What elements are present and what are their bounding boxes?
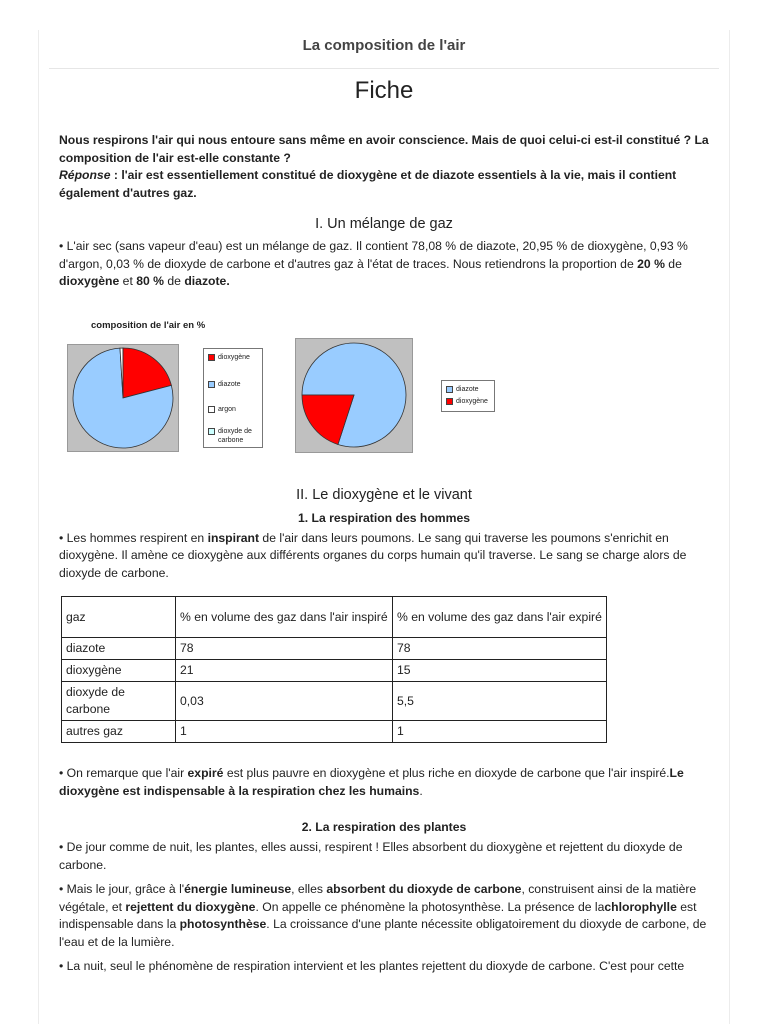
document-content	[59, 74, 709, 983]
s2p4-a: • Mais le jour, grâce à l'	[59, 882, 185, 896]
s2p2-e: .	[419, 783, 423, 798]
section2-paragraph4	[59, 881, 709, 951]
table-cell: dioxygène	[62, 660, 176, 682]
s1-text4: de	[164, 274, 185, 288]
s2p4-e: , construisent ainsi de la matière végétale, et	[59, 882, 697, 914]
s1-text: • L'air sec (sans vapeur d'eau) est un mélange de gaz. Il contient 78,08 % de diazote, 20,95 % de dioxygène, 0,93 % d'argon, 0,03 % de dioxyde de carbone et d'autres gaz à l'état de traces. Nous retiendrons la proportion de	[59, 239, 688, 271]
s2p4-bold-energie: énergie lumineuse	[184, 882, 292, 896]
legend1-swatch-3	[208, 428, 215, 435]
table-cell: 1	[393, 721, 607, 743]
reponse-text: : l'air est essentiellement constitué de dioxygène et de diazote essentiels à la vie, mais il contient également d'autres gaz.	[59, 168, 677, 200]
table-cell: 5,5	[393, 682, 607, 721]
legend1-label-1: diazote	[218, 380, 241, 388]
s1-bold-dioxygene: dioxygène	[59, 274, 120, 288]
chart-title: composition de l'air en %	[91, 319, 206, 331]
legend2-swatch-0	[446, 386, 453, 393]
section2-paragraph5: • La nuit, seul le phénomène de respiration intervient et les plantes rejettent du dioxyde de carbone. C'est pour cette	[59, 959, 685, 973]
subsection2-title: 2. La respiration des plantes	[301, 820, 467, 834]
table-cell: 15	[393, 660, 607, 682]
s2p2-bold-conclusion: Le dioxygène est indispensable à la respiration chez les humains	[59, 766, 684, 798]
table-cell: autres gaz	[62, 721, 176, 743]
pie2-legend	[441, 380, 495, 412]
section2-paragraph1	[59, 530, 709, 583]
legend1-item-dioxygene	[208, 353, 250, 362]
s2p1-c: de l'air dans leurs poumons. Le sang qui traverse les poumons s'enrichit en dioxygène. Il amène ce dioxygène aux différents organes du corps humain qu'il traverse. Le sang se charge alors de dioxyde de carbone.	[59, 530, 687, 580]
legend2-item-diazote	[446, 385, 479, 394]
legend1-item-diazote	[208, 380, 241, 389]
s2p2-bold-expire: expiré	[187, 766, 224, 780]
s2p4-i: est indispensable dans la	[59, 899, 697, 931]
section1-paragraph	[59, 238, 709, 291]
gas-table	[61, 596, 607, 743]
table-cell: 1	[176, 721, 393, 743]
table-header-cell: % en volume des gaz dans l'air inspiré	[176, 597, 393, 638]
pie1-legend	[203, 348, 263, 448]
table-cell: 21	[176, 660, 393, 682]
section2-paragraph3: • De jour comme de nuit, les plantes, elles aussi, respirent ! Elles absorbent du dioxygène et rejettent du dioxyde de carbone.	[59, 840, 683, 872]
s2p4-bold-rejettent: rejettent du dioxygène	[125, 899, 256, 914]
legend1-item-co2	[208, 427, 258, 445]
s1-bold-20: 20 %	[637, 256, 665, 271]
table-header-row	[62, 597, 607, 638]
s1-text2: de	[664, 256, 682, 271]
s2p4-g: . On appelle ce phénomène la photosynthèse. La présence de la	[255, 899, 605, 914]
pie1-box	[67, 344, 179, 452]
table-cell: 78	[393, 638, 607, 660]
table-header-cell: % en volume des gaz dans l'air expiré	[393, 597, 607, 638]
legend1-swatch-0	[208, 354, 215, 361]
fiche-title: Fiche	[354, 77, 414, 104]
section1-title: I. Un mélange de gaz	[315, 216, 453, 232]
table-header-cell: gaz	[62, 597, 176, 638]
s2p4-c: , elles	[291, 882, 327, 896]
legend1-label-3: dioxyde de carbone	[218, 427, 252, 444]
table-cell: dioxyde de carbone	[62, 682, 176, 721]
legend2-label-1: dioxygène	[456, 397, 488, 405]
s2p4-bold-photosynthese: photosynthèse	[179, 917, 267, 931]
s2p2-a: • On remarque que l'air	[59, 766, 188, 780]
legend2-swatch-1	[446, 398, 453, 405]
s2p4-bold-chlorophylle: chlorophylle	[604, 899, 677, 914]
section2-title: II. Le dioxygène et le vivant	[296, 486, 472, 503]
s2p4-bold-absorbent: absorbent du dioxyde de carbone	[326, 882, 522, 896]
document-page	[38, 30, 730, 1024]
legend1-item-argon	[208, 405, 236, 414]
s2p4-k: . La croissance d'une plante nécessite obligatoirement du dioxyde de carbone, de l'eau et de la lumière.	[59, 917, 707, 949]
s1-bold-80: 80 %	[136, 274, 164, 288]
legend1-swatch-1	[208, 381, 215, 388]
s1-text3: et	[119, 274, 137, 288]
pie1-chart	[68, 345, 178, 451]
reponse-label: Réponse	[59, 168, 111, 182]
s2p1-bold-inspirant: inspirant	[207, 530, 260, 545]
section2-paragraph2	[59, 765, 709, 800]
legend1-label-2: argon	[218, 405, 236, 413]
table-cell: diazote	[62, 638, 176, 660]
table-row	[62, 638, 607, 660]
charts-area	[59, 315, 709, 465]
pie2-chart	[296, 339, 412, 452]
s2p1-a: • Les hommes respirent en	[59, 530, 208, 545]
pie2-box	[295, 338, 413, 453]
table-row	[62, 682, 607, 721]
s2p2-c: est plus pauvre en dioxygène et plus riche en dioxyde de carbone que l'air inspiré.	[223, 766, 670, 780]
legend2-label-0: diazote	[456, 385, 479, 393]
legend2-item-dioxygene	[446, 397, 488, 406]
legend1-swatch-2	[208, 406, 215, 413]
legend1-label-0: dioxygène	[218, 353, 250, 361]
table-row	[62, 721, 607, 743]
intro-paragraph	[59, 132, 709, 202]
table-row	[62, 660, 607, 682]
subsection1-title: 1. La respiration des hommes	[297, 510, 471, 525]
s1-bold-diazote: diazote.	[184, 274, 230, 288]
document-title: La composition de l'air	[49, 30, 719, 69]
intro-question: Nous respirons l'air qui nous entoure sans même en avoir conscience. Mais de quoi celui-ci est-il constitué ? La composition de l'air est-elle constante ?	[59, 133, 709, 165]
table-cell: 0,03	[176, 682, 393, 721]
table-cell: 78	[176, 638, 393, 660]
